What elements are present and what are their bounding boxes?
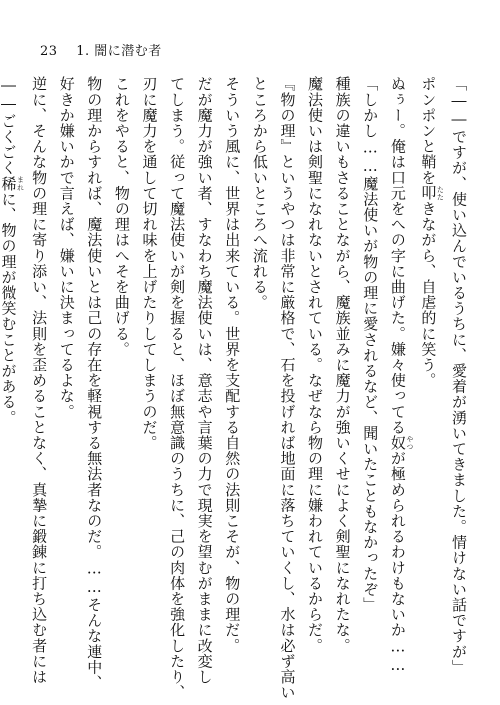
- ruby-annotation: 稀 まれ: [0, 175, 25, 192]
- text-line: 逆に、そんな物の理に寄り添い、法則を歪めることなく、真摯に鍛錬に打ち込む者には: [30, 76, 49, 685]
- text-line: てしまう。従って魔法使いが剣を握ると、ほぼ無意識のうちに、己の肉体を強化したり、: [168, 76, 187, 700]
- text-line: だが魔力が強い者、すなわち魔法使いは、意志や言葉の力で現実を望むがままに改変し: [195, 76, 214, 685]
- text-line: ぬぅー。俺は口元をへの字に曲げた。嫌々使ってる奴 やつが極められるわけもないか……: [388, 76, 414, 675]
- text-line: 刃に魔力を通して切れ味を上げたりしてしまうのだ。: [140, 76, 159, 451]
- text-line: 種族の違いもさることながら、魔族並みに魔力が強いくせによく剣聖になれたな。: [333, 76, 352, 654]
- text-line: 『物の理』というやつは非常に厳格で、石を投げれば地面に落ちていくし、水は必ず高い: [278, 76, 297, 700]
- page-number: 23: [40, 44, 58, 59]
- text-line: これをやると、物の理はへそを曲げる。: [112, 76, 131, 357]
- text-line: 物の理からすれば、魔法使いとは己の存在を軽視する無法者なのだ。……そんな連中、: [85, 76, 104, 691]
- text-line: 「――ですが、使い込んでいるうちに、愛着が湧いてきました。情けない話ですが」: [450, 76, 468, 675]
- text-line: ――ごくごく稀 まれに、物の理が微笑むことがある。: [0, 76, 25, 426]
- text-line: 「しかし……魔法使いが物の理に愛されるなど、聞いたこともなかったぞ」: [361, 76, 380, 613]
- text-line: 好きか嫌いかで言えば、嫌いに決まってるよな。: [57, 76, 76, 420]
- vertical-text-body: [0, 76, 472, 700]
- text-line: 魔法使いは剣聖になれないとされている。なぜなら物の理に嫌われているからだ。: [306, 76, 325, 654]
- chapter-title: 1. 闇に潜む者: [76, 44, 162, 59]
- text-line: ところから低いところへ流れる。: [250, 76, 269, 310]
- text-line: ポンポンと鞘を叩 たたきながら、自虐的に笑う。: [419, 76, 445, 389]
- ruby-annotation: 奴 やつ: [388, 434, 414, 451]
- running-header: [40, 40, 162, 59]
- ruby-annotation: 叩 たた: [419, 185, 445, 201]
- text-line: そういう風に、世界は出来ている。世界を支配する自然の法則こそが、物の理だ。: [223, 76, 242, 654]
